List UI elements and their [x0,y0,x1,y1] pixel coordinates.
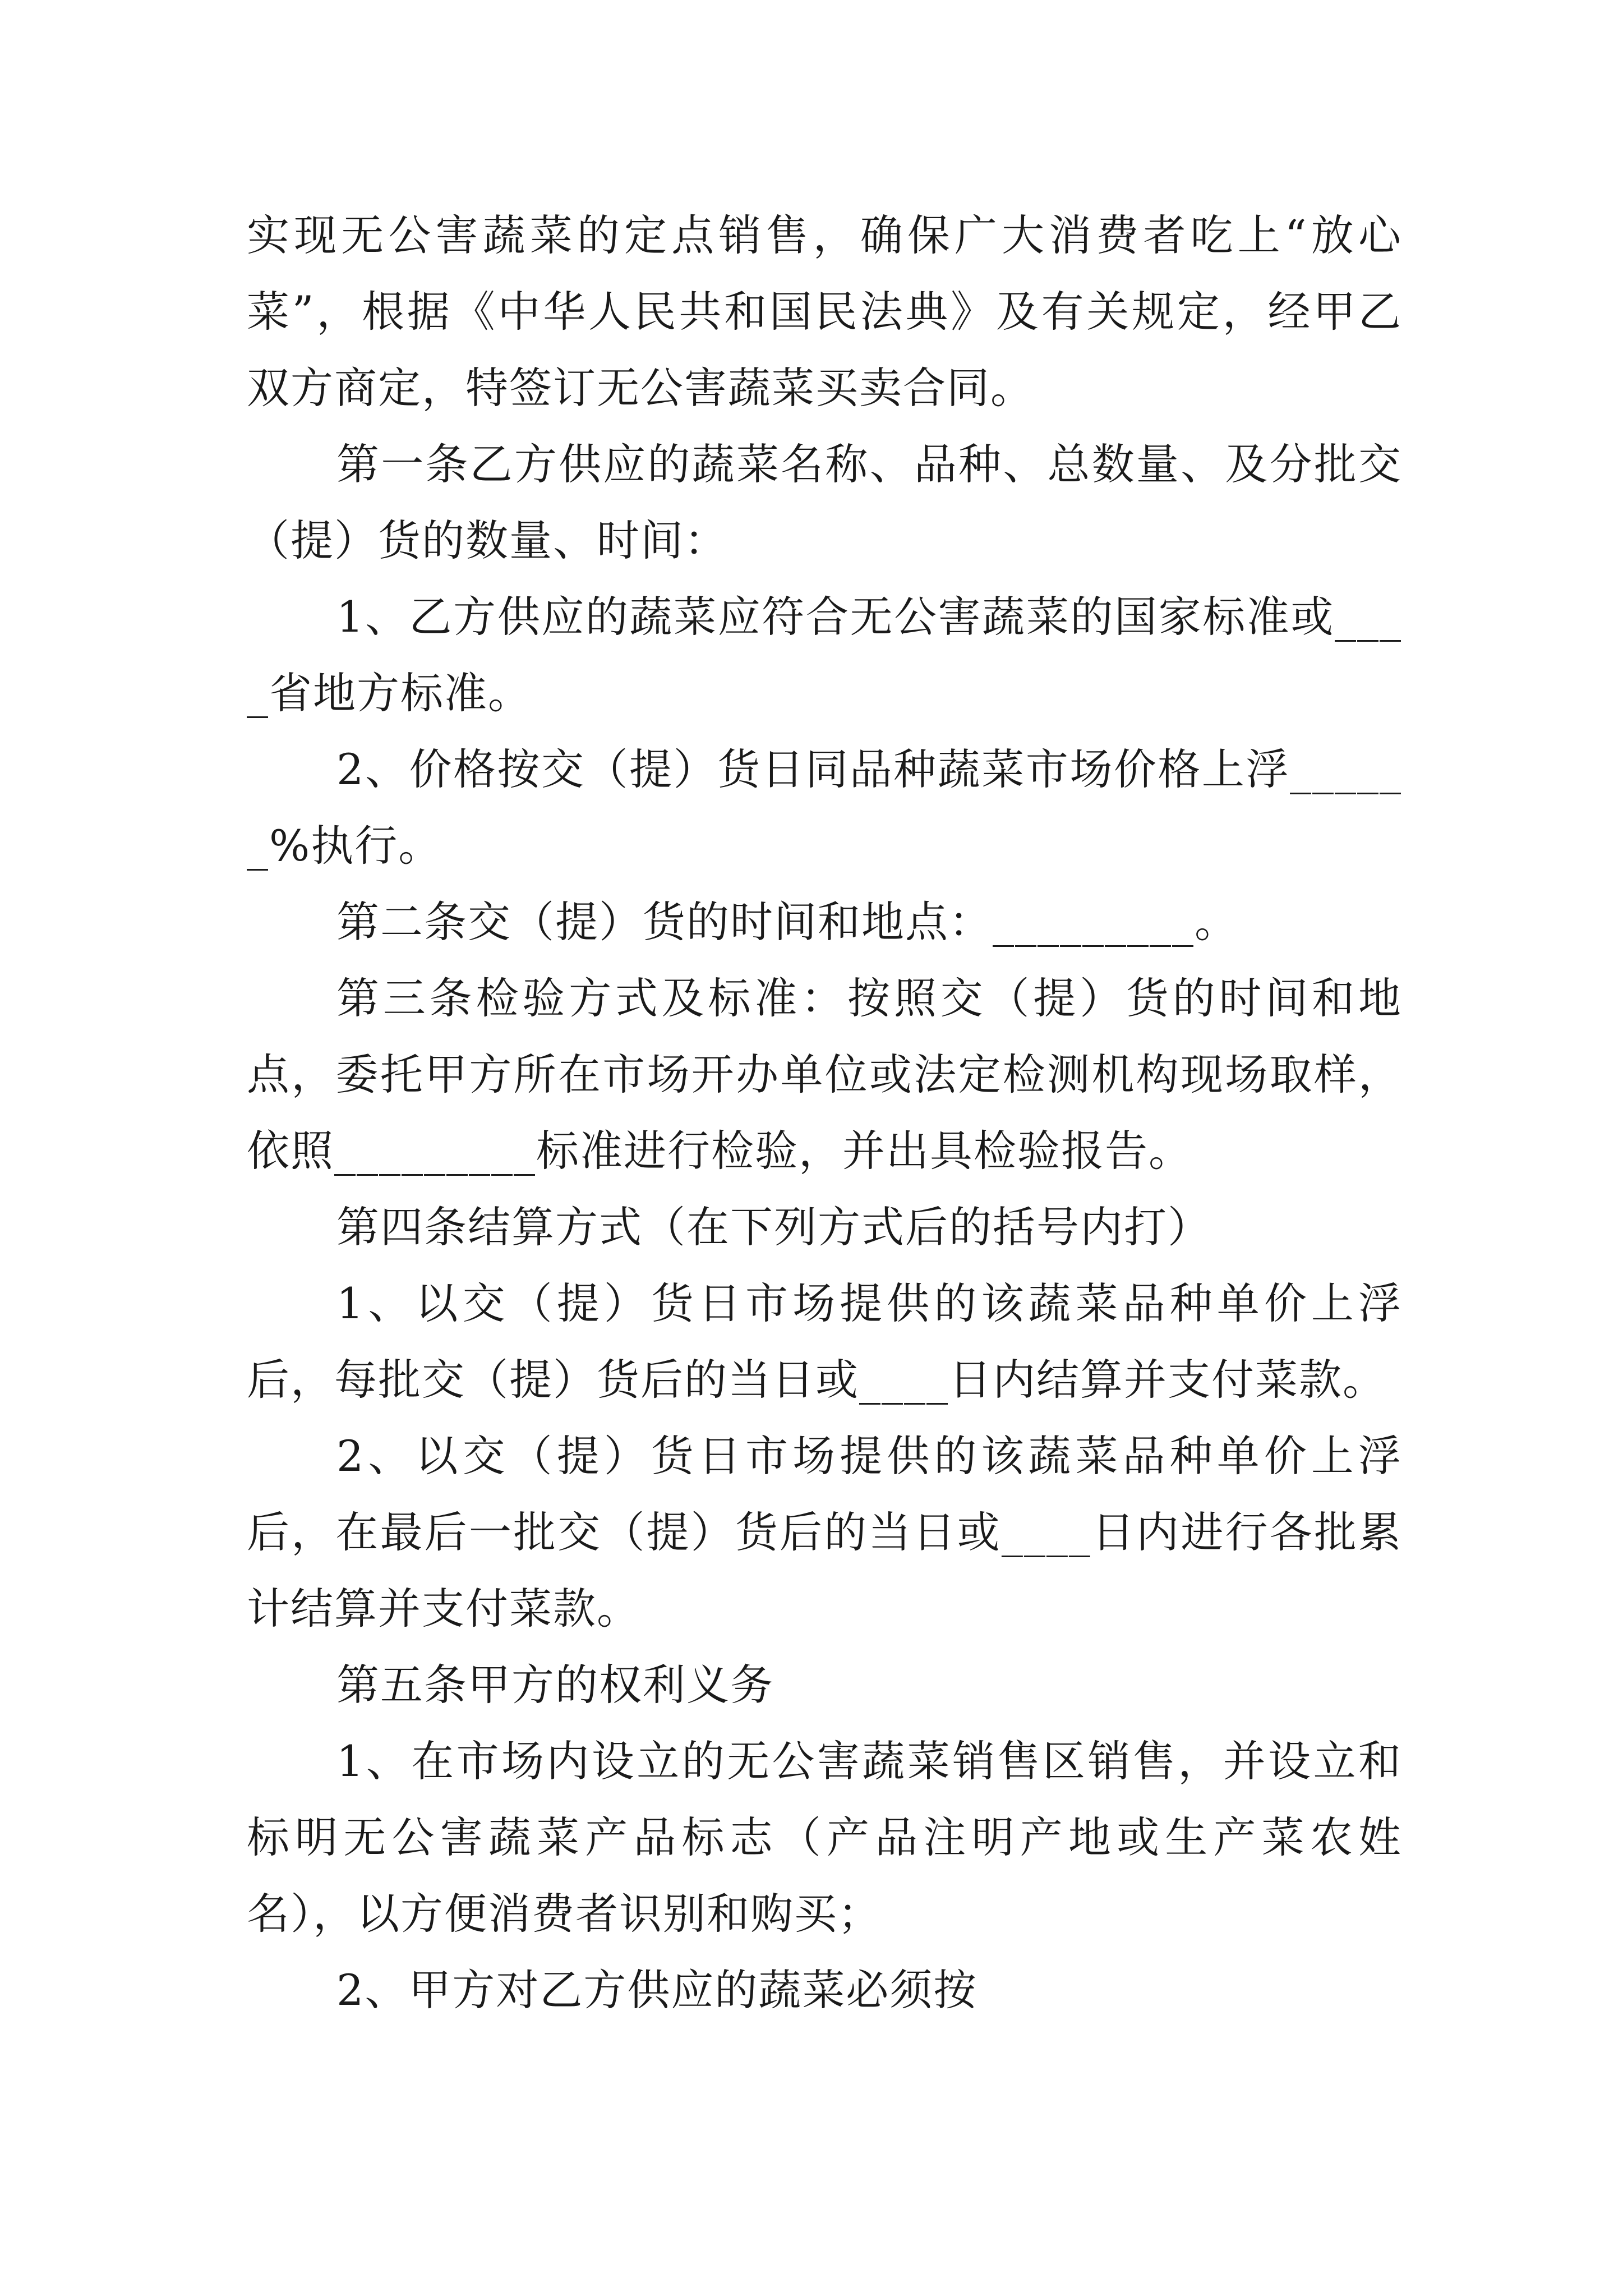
paragraph-article-2: 第二条交（提）货的时间和地点：_________。 [336,897,1238,947]
paragraph-article-1-item-2: 2、价格按交（提）货日同品种蔬菜市场价格上浮______%执行。 [247,744,1402,871]
paragraph-article-5-item-1: 1、在市场内设立的无公害蔬菜销售区销售，并设立和标明无公害蔬菜产品标志（产品注明产地或生产菜农姓名），以方便消费者识别和购买； [247,1736,1402,1939]
paragraph-article-3: 第三条检验方式及标准：按照交（提）货的时间和地点，委托甲方所在市场开办单位或法定检测机构现场取样，依照_________标准进行检验，并出具检验报告。 [247,973,1402,1176]
paragraph-article-5-item-2: 2、甲方对乙方供应的蔬菜必须按 [336,1965,978,2015]
paragraph-article-4-item-1: 1、以交（提）货日市场提供的该蔬菜品种单价上浮后，每批交（提）货后的当日或____日内结算并支付菜款。 [247,1278,1402,1405]
paragraph-article-4-item-2: 2、以交（提）货日市场提供的该蔬菜品种单价上浮后，在最后一批交（提）货后的当日或____日内进行各批累计结算并支付菜款。 [247,1431,1402,1634]
document-body [247,197,1402,2028]
paragraph-intro: 实现无公害蔬菜的定点销售，确保广大消费者吃上“放心菜”，根据《中华人民共和国民法典》及有关规定，经甲乙双方商定，特签订无公害蔬菜买卖合同。 [247,210,1402,413]
paragraph-article-4: 第四条结算方式（在下列方式后的括号内打） [336,1202,1211,1252]
paragraph-article-1-item-1: 1、乙方供应的蔬菜应符合无公害蔬菜的国家标准或____省地方标准。 [247,592,1402,718]
paragraph-article-5: 第五条甲方的权利义务 [336,1660,774,1710]
paragraph-article-1: 第一条乙方供应的蔬菜名称、品种、总数量、及分批交（提）货的数量、时间： [247,439,1402,565]
